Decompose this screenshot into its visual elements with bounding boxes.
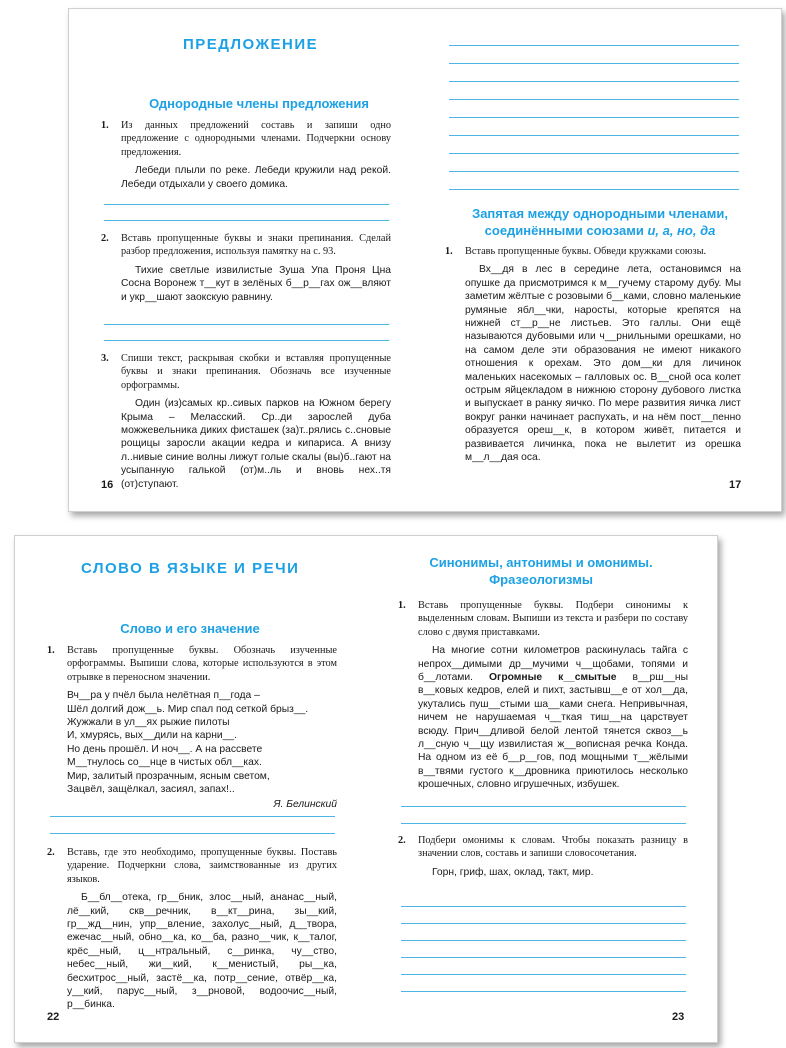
- section-title-line-1: Запятая между однородными членами,: [472, 206, 728, 221]
- writing-line[interactable]: [401, 957, 686, 958]
- writing-line[interactable]: [401, 923, 686, 924]
- writing-line[interactable]: [449, 171, 739, 172]
- section-title: Однородные члены предложения: [149, 96, 369, 111]
- writing-line[interactable]: [401, 974, 686, 975]
- task-2: [398, 834, 688, 879]
- poem-line: М__тнулось со__нце в чистых обл__ках.: [67, 757, 262, 769]
- section-title: [445, 205, 755, 239]
- task-2: [101, 232, 391, 304]
- spread-pages-22-23: [14, 535, 718, 1043]
- highlighted-words: Огромные к__смытые: [489, 672, 617, 684]
- writing-line[interactable]: [104, 220, 389, 221]
- task-instruction: Вставь, где это необходимо, пропущенные буквы. Поставь ударение. Подчеркни слова, заимствованные из других языков.: [67, 847, 337, 885]
- task-instruction: Вставь пропущенные буквы. Подбери синонимы к выделенным словам. Выпиши из текста и разбери по составу слово с двумя приставками.: [418, 600, 688, 638]
- task-text: Тихие светлые извилистые Зуша Упа Проня Цна Сосна Воронеж т__кут в зелёных б__р__гах ож__вляют и укр__шают заокскую равнину.: [121, 264, 391, 303]
- writing-line[interactable]: [401, 940, 686, 941]
- task-text: Вх__дя в лес в середине лета, остановимся на опушке да присмотримся к м__гучему старому дубу. Мы заметим жёлтые с розовыми б__ками, словно маленькие румяные ябл__чки, наросты, которые крепятся на нижней ст__р__не листьев. Это галлы. Они ещё называются дубовыми или ч__рнильными орешками, но на самом деле эти образования не имеют никакого отношения к орехам. Это дом__ки для личинок маленьких насекомых – галловых ос. В__сной оса колет острым яйцекладом в нижнюю сторону дубового листка и выпускает в ранку яичко. По мере развития яичка лист вокруг ранки начинает распухать, и на нём пост__пенно образуется ореш__к, в котором живёт, питается и развивается личинка, пока не вылетит из орешка м__л__дая оса.: [465, 264, 741, 464]
- writing-line[interactable]: [50, 816, 335, 817]
- section-title-line-2: Фразеологизмы: [489, 572, 593, 587]
- page-22: [15, 536, 366, 1042]
- writing-line[interactable]: [449, 81, 739, 82]
- task-number: 1.: [47, 645, 55, 656]
- spread-pages-16-17: [68, 8, 782, 512]
- writing-lines[interactable]: [401, 906, 686, 992]
- task-instruction: Спиши текст, раскрывая скобки и вставляя пропущенные буквы и знаки препинания. Обозначь все изученные орфограммы.: [121, 353, 391, 391]
- task-number: 2.: [101, 233, 109, 244]
- task-text: Горн, гриф, шах, оклад, такт, мир.: [432, 866, 594, 878]
- task-number: 2.: [47, 847, 55, 858]
- writing-line[interactable]: [449, 189, 739, 190]
- writing-line[interactable]: [449, 45, 739, 46]
- writing-line[interactable]: [104, 340, 389, 341]
- task-text: На многие сотни километров раскинулась тайга с непрох__димыми др__мучими ч__щобами, топями и б__лотами. Огромные к__смытые в__рш__ны в__ковых кедров, елей и пихт, застывш__е от хол__да, укутались пуш__стыми ша__ками снега. Непривычная, ничем не нарушаемая ч__ткая тиш__на царствует всюду. Прич__дливой белой лентой тянется сквоз__ь л__сную ч__щу извилистая ж__вописная речка Конда. На одном из её б__р__гов, под мощными т__жёлыми в__твями густого к__дровника приютилось несколько крошечных, словно игрушечных, избушек.: [418, 645, 688, 791]
- writing-lines[interactable]: [104, 204, 389, 221]
- poem-line: Но день прошёл. И ноч__. А на рассвете: [67, 743, 263, 755]
- writing-line[interactable]: [401, 991, 686, 992]
- task-text: Лебеди плыли по реке. Лебеди кружили над рекой. Лебеди отдыхали у своего домика.: [121, 165, 391, 190]
- task-2: [47, 846, 337, 1012]
- task-number: 2.: [398, 835, 406, 846]
- chapter-title: СЛОВО В ЯЗЫКЕ И РЕЧИ: [81, 560, 300, 577]
- task-number: 3.: [101, 353, 109, 364]
- writing-lines[interactable]: [50, 816, 335, 834]
- section-title-line-1: Синонимы, антонимы и омонимы.: [429, 555, 653, 570]
- poem-line: Мир, залитый прозрачным, ясным светом,: [67, 770, 270, 782]
- writing-lines[interactable]: [401, 806, 686, 824]
- task-instruction: Вставь пропущенные буквы. Обведи кружками союзы.: [465, 246, 707, 257]
- section-title: Слово и его значение: [120, 621, 260, 636]
- poem-line: Зацвёл, защёлкал, засиял, запах!..: [67, 784, 235, 796]
- conjunctions: и, а, но, да: [647, 223, 716, 238]
- writing-line[interactable]: [449, 117, 739, 118]
- writing-line[interactable]: [50, 833, 335, 834]
- page-16: [69, 9, 425, 511]
- writing-line[interactable]: [449, 99, 739, 100]
- page-17: [425, 9, 781, 511]
- task-text: Один (из)самых кр..сивых парков на Южном берегу Крыма – Меласский. Ср..ди зарослей дуба можжевельника диких фисташек (за)т..рялись с..сновые рощицы заросли акации кедра и кипариса. А внизу л..нивые синие волны лижут голые скалы (вы)б..гают на усыпанную галькой (от)м..ль и вновь нех..тя (от)ступают.: [121, 398, 391, 490]
- poem-line: Вч__ра у пчёл была нелётная п__года –: [67, 690, 260, 702]
- task-text: Б__бл__отека, гр__бник, злос__ный, ананас__ный, лё__кий, скв__речник, в__кт__рина, зы__кий, гр__жд__нин, упр__вление, захолус__ный, д__твора, ежечас__ный, обно__ка, ко__ба, разно__чик, к__талог, крёс__ный, ц__нтральный, с__ринка, чу__ство, небес__ный, жи__кий, к__менистый, ры__ка, бесхитрос__ный, застё__ка, потр__сение, отвёр__ка, у__кий, парус__ный, з__рновой, водоочис__ный, р__бинка.: [67, 892, 337, 1011]
- writing-line[interactable]: [449, 135, 739, 136]
- task-3: [101, 352, 391, 491]
- writing-line[interactable]: [449, 153, 739, 154]
- section-title-line-2: соединёнными союзами и, а, но, да: [484, 223, 716, 238]
- writing-line[interactable]: [401, 806, 686, 807]
- task-1: [398, 599, 688, 792]
- writing-line[interactable]: [104, 204, 389, 205]
- poem: [67, 689, 337, 812]
- task-1: [101, 119, 391, 191]
- task-1: [445, 245, 741, 465]
- writing-line[interactable]: [401, 906, 686, 907]
- task-instruction: Из данных предложений составь и запиши одно предложение с однородными членами. Подчеркни основу предложения.: [121, 120, 391, 158]
- poem-line: Жужжали в ул__ях рыжие пилоты: [67, 717, 230, 729]
- writing-line[interactable]: [449, 63, 739, 64]
- poem-line: И, хмурясь, вых__дили на карни__.: [67, 730, 237, 742]
- poem-author: Я. Белинский: [273, 799, 337, 811]
- page-number: 17: [729, 479, 742, 491]
- writing-lines[interactable]: [104, 324, 389, 341]
- section-title: [386, 554, 696, 588]
- chapter-title: ПРЕДЛОЖЕНИЕ: [183, 36, 319, 53]
- page-23: [366, 536, 717, 1042]
- writing-lines[interactable]: [449, 45, 739, 190]
- task-instruction: Подбери омонимы к словам. Чтобы показать разницу в значении слов, составь и запиши словосочетания.: [418, 835, 688, 860]
- writing-line[interactable]: [401, 823, 686, 824]
- writing-line[interactable]: [104, 324, 389, 325]
- task-number: 1.: [398, 600, 406, 611]
- task-number: 1.: [445, 246, 453, 257]
- page-number: 16: [101, 479, 114, 491]
- task-1: [47, 644, 337, 812]
- task-instruction: Вставь пропущенные буквы. Обозначь изученные орфограммы. Выпиши слова, которые используются в этом отрывке в переносном значении.: [67, 645, 337, 683]
- page-number: 22: [47, 1011, 60, 1023]
- poem-line: Шёл долгий дож__ь. Мир спал под сеткой брыз__.: [67, 703, 309, 715]
- task-number: 1.: [101, 120, 109, 131]
- task-instruction: Вставь пропущенные буквы и знаки препинания. Сделай разбор предложения, используя памятку на с. 93.: [121, 233, 391, 258]
- page-number: 23: [672, 1011, 685, 1023]
